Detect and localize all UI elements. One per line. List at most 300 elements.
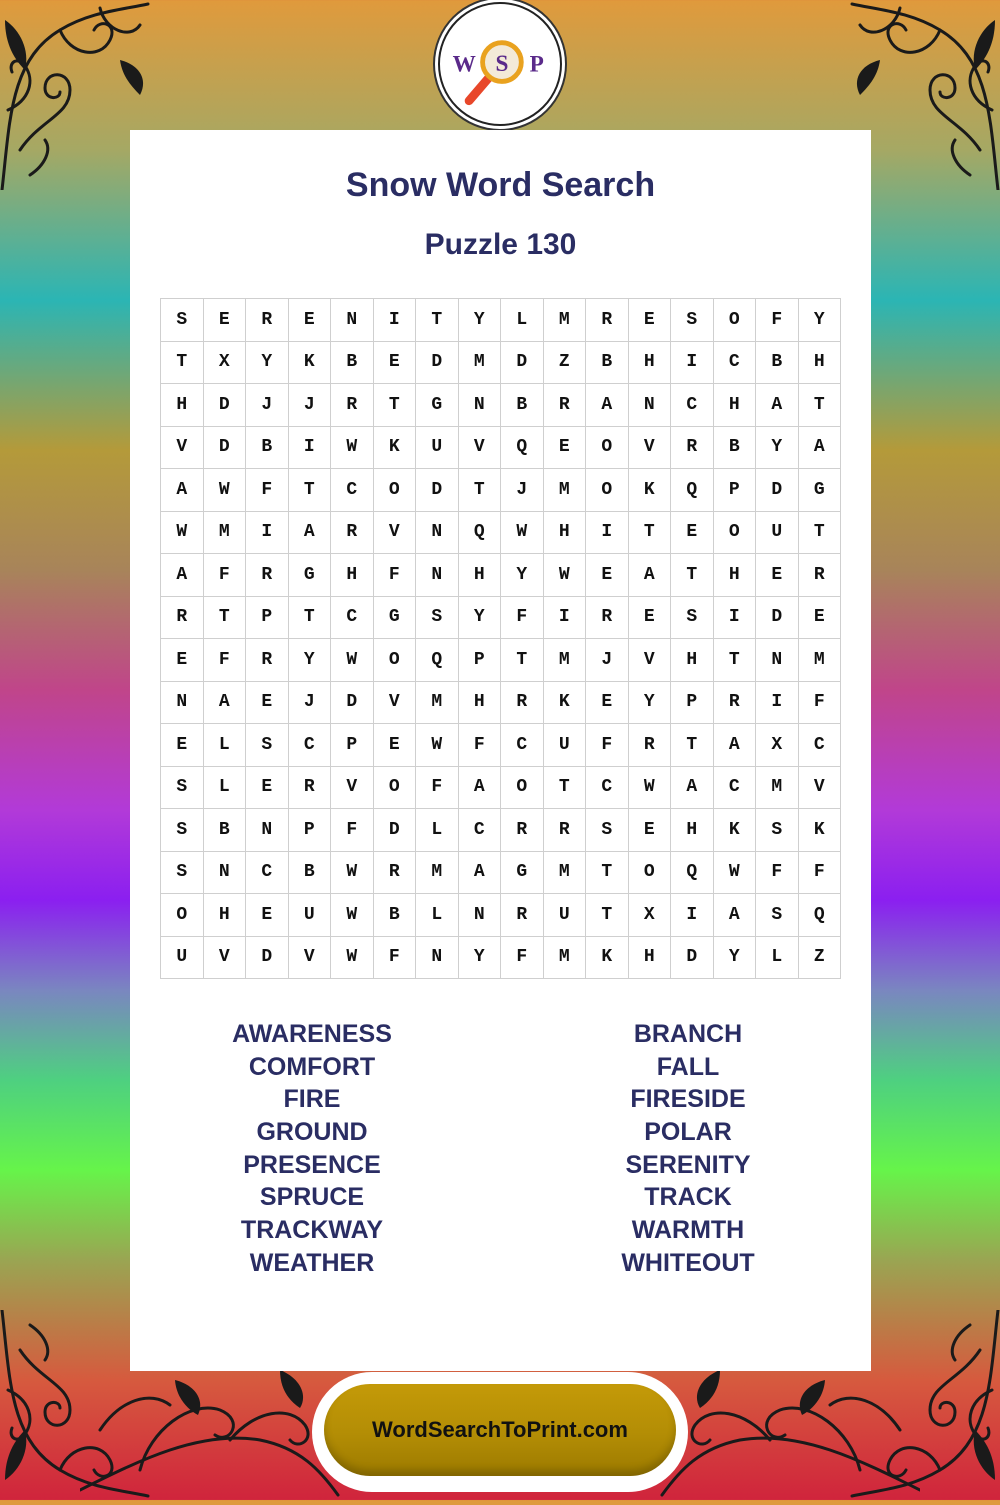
grid-cell[interactable]: Y xyxy=(458,936,501,979)
grid-row xyxy=(161,639,841,682)
grid-cell[interactable]: T xyxy=(203,596,246,639)
grid-cell[interactable]: C xyxy=(713,766,756,809)
grid-cell[interactable]: M xyxy=(543,851,586,894)
grid-cell[interactable]: T xyxy=(671,554,714,597)
grid-cell[interactable]: M xyxy=(543,936,586,979)
grid-cell[interactable]: Y xyxy=(713,936,756,979)
grid-cell[interactable]: H xyxy=(203,894,246,937)
grid-cell[interactable]: W xyxy=(331,426,374,469)
grid-cell[interactable]: A xyxy=(713,724,756,767)
grid-cell[interactable]: X xyxy=(628,894,671,937)
grid-cell[interactable]: N xyxy=(628,384,671,427)
grid-cell[interactable]: E xyxy=(161,639,204,682)
grid-cell[interactable]: V xyxy=(798,766,841,809)
grid-cell[interactable]: F xyxy=(756,851,799,894)
corner-flourish-top-left xyxy=(0,0,150,190)
grid-cell[interactable]: O xyxy=(501,766,544,809)
grid-cell[interactable]: H xyxy=(713,384,756,427)
grid-cell[interactable]: W xyxy=(331,894,374,937)
grid-cell[interactable]: Y xyxy=(756,426,799,469)
grid-cell[interactable]: R xyxy=(501,681,544,724)
word-item: WARMTH xyxy=(631,1216,745,1245)
grid-cell[interactable]: L xyxy=(756,936,799,979)
grid-cell[interactable]: H xyxy=(671,809,714,852)
grid-cell[interactable]: M xyxy=(798,639,841,682)
grid-cell[interactable]: K xyxy=(798,809,841,852)
grid-cell[interactable]: P xyxy=(458,639,501,682)
grid-cell[interactable]: C xyxy=(458,809,501,852)
grid-row xyxy=(161,426,841,469)
grid-cell[interactable]: B xyxy=(501,384,544,427)
word-item: AWARENESS xyxy=(232,1020,392,1048)
grid-cell[interactable]: R xyxy=(246,299,289,342)
grid-cell[interactable]: L xyxy=(203,724,246,767)
grid-cell[interactable]: R xyxy=(246,554,289,597)
grid-cell[interactable]: E xyxy=(373,724,416,767)
grid-cell[interactable]: S xyxy=(161,766,204,809)
grid-cell[interactable]: F xyxy=(203,554,246,597)
grid-cell[interactable]: K xyxy=(373,426,416,469)
grid-cell[interactable]: F xyxy=(501,936,544,979)
grid-cell[interactable]: W xyxy=(416,724,459,767)
grid-cell[interactable]: H xyxy=(798,341,841,384)
grid-cell[interactable]: R xyxy=(501,809,544,852)
grid-cell[interactable]: F xyxy=(458,724,501,767)
grid-cell[interactable]: N xyxy=(331,299,374,342)
grid-cell[interactable]: O xyxy=(713,511,756,554)
grid-cell[interactable]: T xyxy=(543,766,586,809)
grid-cell[interactable]: R xyxy=(713,681,756,724)
grid-cell[interactable]: S xyxy=(671,596,714,639)
grid-cell[interactable]: I xyxy=(756,681,799,724)
grid-cell[interactable]: Y xyxy=(628,681,671,724)
grid-cell[interactable]: O xyxy=(586,469,629,512)
grid-cell[interactable]: E xyxy=(798,596,841,639)
word-item: WHITEOUT xyxy=(621,1248,755,1277)
grid-cell[interactable]: N xyxy=(246,809,289,852)
grid-cell[interactable]: Y xyxy=(458,299,501,342)
grid-cell[interactable]: M xyxy=(458,341,501,384)
grid-cell[interactable]: E xyxy=(628,809,671,852)
word-item: WEATHER xyxy=(249,1248,375,1277)
grid-cell[interactable]: A xyxy=(756,384,799,427)
grid-cell[interactable]: P xyxy=(671,681,714,724)
grid-cell[interactable]: G xyxy=(373,596,416,639)
word-item: SPRUCE xyxy=(259,1183,365,1212)
grid-cell[interactable]: O xyxy=(713,299,756,342)
grid-cell[interactable]: T xyxy=(416,299,459,342)
grid-cell[interactable]: H xyxy=(161,384,204,427)
grid-cell[interactable]: T xyxy=(458,469,501,512)
grid-cell[interactable]: R xyxy=(543,809,586,852)
logo-letter-s: S xyxy=(495,50,509,77)
grid-cell[interactable]: V xyxy=(628,639,671,682)
grid-cell[interactable]: U xyxy=(543,894,586,937)
grid-cell[interactable]: Y xyxy=(501,554,544,597)
grid-cell[interactable]: B xyxy=(373,894,416,937)
grid-cell[interactable]: W xyxy=(203,469,246,512)
grid-cell[interactable]: F xyxy=(203,639,246,682)
grid-cell[interactable]: Q xyxy=(416,639,459,682)
grid-cell[interactable]: F xyxy=(373,554,416,597)
grid-cell[interactable]: S xyxy=(586,809,629,852)
grid-cell[interactable]: O xyxy=(373,639,416,682)
grid-cell[interactable]: N xyxy=(458,384,501,427)
grid-cell[interactable]: E xyxy=(586,681,629,724)
grid-cell[interactable]: V xyxy=(161,426,204,469)
grid-cell[interactable]: G xyxy=(288,554,331,597)
word-item: FIRESIDE xyxy=(630,1085,746,1114)
corner-flourish-top-right xyxy=(850,0,1000,190)
grid-cell[interactable]: T xyxy=(288,469,331,512)
logo-letter-p: P xyxy=(529,51,544,78)
grid-cell[interactable]: A xyxy=(161,469,204,512)
grid-cell[interactable]: A xyxy=(671,766,714,809)
grid-cell[interactable]: M xyxy=(416,851,459,894)
grid-cell[interactable]: O xyxy=(373,469,416,512)
word-item: GROUND xyxy=(256,1118,368,1147)
grid-cell[interactable]: C xyxy=(671,384,714,427)
grid-cell[interactable]: B xyxy=(203,809,246,852)
grid-cell[interactable]: Q xyxy=(458,511,501,554)
grid-cell[interactable]: U xyxy=(543,724,586,767)
grid-cell[interactable]: S xyxy=(671,299,714,342)
grid-cell[interactable]: T xyxy=(713,639,756,682)
grid-cell[interactable]: Y xyxy=(246,341,289,384)
grid-cell[interactable]: E xyxy=(671,511,714,554)
grid-cell[interactable]: W xyxy=(331,936,374,979)
grid-row xyxy=(161,469,841,512)
grid-cell[interactable]: I xyxy=(288,426,331,469)
grid-cell[interactable]: L xyxy=(416,894,459,937)
grid-cell[interactable]: I xyxy=(671,894,714,937)
grid-cell[interactable]: D xyxy=(331,681,374,724)
grid-cell[interactable]: P xyxy=(713,469,756,512)
grid-cell[interactable]: V xyxy=(458,426,501,469)
grid-cell[interactable]: H xyxy=(543,511,586,554)
word-item: BRANCH xyxy=(633,1020,743,1048)
letter-grid xyxy=(160,298,841,979)
grid-cell[interactable]: U xyxy=(288,894,331,937)
word-item: TRACKWAY xyxy=(240,1216,384,1245)
grid-cell[interactable]: B xyxy=(331,341,374,384)
grid-row xyxy=(161,766,841,809)
grid-cell[interactable]: O xyxy=(161,894,204,937)
grid-cell[interactable]: D xyxy=(671,936,714,979)
grid-cell[interactable]: R xyxy=(501,894,544,937)
grid-cell[interactable]: C xyxy=(501,724,544,767)
grid-cell[interactable]: I xyxy=(713,596,756,639)
grid-cell[interactable]: R xyxy=(373,851,416,894)
grid-cell[interactable]: S xyxy=(756,894,799,937)
grid-cell[interactable]: E xyxy=(543,426,586,469)
grid-cell[interactable]: Y xyxy=(458,596,501,639)
grid-row xyxy=(161,596,841,639)
grid-cell[interactable]: J xyxy=(501,469,544,512)
grid-cell[interactable]: R xyxy=(586,596,629,639)
grid-cell[interactable]: I xyxy=(586,511,629,554)
grid-cell[interactable]: L xyxy=(203,766,246,809)
grid-cell[interactable]: S xyxy=(161,299,204,342)
grid-cell[interactable]: T xyxy=(586,851,629,894)
flourish-icon xyxy=(0,0,150,190)
grid-cell[interactable]: H xyxy=(713,554,756,597)
grid-cell[interactable]: N xyxy=(458,894,501,937)
grid-cell[interactable]: D xyxy=(203,384,246,427)
grid-cell[interactable]: I xyxy=(246,511,289,554)
grid-cell[interactable]: D xyxy=(756,469,799,512)
grid-cell[interactable]: R xyxy=(246,639,289,682)
grid-cell[interactable]: W xyxy=(501,511,544,554)
grid-cell[interactable]: S xyxy=(246,724,289,767)
puzzle-subtitle: Puzzle 130 xyxy=(424,228,577,261)
grid-cell[interactable]: U xyxy=(161,936,204,979)
grid-cell[interactable]: N xyxy=(756,639,799,682)
grid-cell[interactable]: E xyxy=(246,894,289,937)
word-item: FIRE xyxy=(283,1085,341,1114)
grid-cell[interactable]: A xyxy=(628,554,671,597)
grid-cell[interactable]: A xyxy=(798,426,841,469)
grid-cell[interactable]: H xyxy=(458,554,501,597)
grid-cell[interactable]: T xyxy=(373,384,416,427)
grid-cell[interactable]: A xyxy=(161,554,204,597)
grid-cell[interactable]: E xyxy=(161,724,204,767)
grid-cell[interactable]: C xyxy=(246,851,289,894)
grid-cell[interactable]: F xyxy=(331,809,374,852)
grid-cell[interactable]: F xyxy=(756,299,799,342)
grid-cell[interactable]: W xyxy=(161,511,204,554)
grid-row xyxy=(161,851,841,894)
grid-cell[interactable]: V xyxy=(628,426,671,469)
grid-cell[interactable]: Z xyxy=(543,341,586,384)
grid-cell[interactable]: D xyxy=(416,341,459,384)
grid-cell[interactable]: E xyxy=(288,299,331,342)
grid-cell[interactable]: C xyxy=(288,724,331,767)
grid-cell[interactable]: D xyxy=(373,809,416,852)
grid-cell[interactable]: G xyxy=(798,469,841,512)
grid-cell[interactable]: E xyxy=(246,766,289,809)
grid-cell[interactable]: M xyxy=(416,681,459,724)
grid-cell[interactable]: U xyxy=(756,511,799,554)
grid-cell[interactable]: L xyxy=(501,299,544,342)
grid-cell[interactable]: F xyxy=(373,936,416,979)
grid-cell[interactable]: J xyxy=(246,384,289,427)
grid-cell[interactable]: W xyxy=(628,766,671,809)
grid-cell[interactable]: A xyxy=(713,894,756,937)
grid-cell[interactable]: E xyxy=(756,554,799,597)
grid-cell[interactable]: T xyxy=(798,384,841,427)
grid-cell[interactable]: T xyxy=(161,341,204,384)
grid-cell[interactable]: S xyxy=(161,809,204,852)
grid-cell[interactable]: Q xyxy=(501,426,544,469)
grid-cell[interactable]: M xyxy=(543,299,586,342)
grid-cell[interactable]: H xyxy=(671,639,714,682)
word-item: SERENITY xyxy=(625,1150,751,1179)
grid-cell[interactable]: W xyxy=(543,554,586,597)
word-item: PRESENCE xyxy=(243,1150,381,1179)
grid-cell[interactable]: C xyxy=(713,341,756,384)
grid-cell[interactable]: C xyxy=(331,469,374,512)
grid-cell[interactable]: P xyxy=(246,596,289,639)
grid-cell[interactable]: F xyxy=(246,469,289,512)
grid-row xyxy=(161,724,841,767)
grid-cell[interactable]: Q xyxy=(798,894,841,937)
grid-cell[interactable]: T xyxy=(798,511,841,554)
site-link[interactable]: WordSearchToPrint.com xyxy=(324,1384,676,1476)
grid-row xyxy=(161,936,841,979)
grid-cell[interactable]: E xyxy=(586,554,629,597)
grid-cell[interactable]: B xyxy=(756,341,799,384)
grid-cell[interactable]: I xyxy=(373,299,416,342)
grid-cell[interactable]: T xyxy=(586,894,629,937)
grid-cell[interactable]: X xyxy=(203,341,246,384)
grid-cell[interactable]: A xyxy=(458,766,501,809)
grid-cell[interactable]: D xyxy=(416,469,459,512)
puzzle-title: Snow Word Search xyxy=(345,166,656,204)
word-list-right xyxy=(538,1018,838,1280)
grid-cell[interactable]: H xyxy=(331,554,374,597)
grid-cell[interactable]: C xyxy=(586,766,629,809)
grid-cell[interactable]: R xyxy=(671,426,714,469)
word-item: TRACK xyxy=(644,1183,732,1212)
grid-cell[interactable]: U xyxy=(416,426,459,469)
grid-row xyxy=(161,681,841,724)
grid-cell[interactable]: N xyxy=(203,851,246,894)
grid-cell[interactable]: V xyxy=(373,511,416,554)
grid-cell[interactable]: J xyxy=(288,681,331,724)
grid-cell[interactable]: X xyxy=(756,724,799,767)
grid-cell[interactable]: M xyxy=(543,469,586,512)
grid-cell[interactable]: J xyxy=(586,639,629,682)
grid-cell[interactable]: F xyxy=(501,596,544,639)
grid-cell[interactable]: E xyxy=(203,299,246,342)
grid-cell[interactable]: T xyxy=(671,724,714,767)
grid-cell[interactable]: F xyxy=(586,724,629,767)
grid-cell[interactable]: S xyxy=(756,809,799,852)
grid-cell[interactable]: O xyxy=(586,426,629,469)
grid-cell[interactable]: N xyxy=(416,554,459,597)
grid-cell[interactable]: B xyxy=(288,851,331,894)
footer-badge xyxy=(312,1372,688,1492)
grid-cell[interactable]: H xyxy=(628,341,671,384)
grid-cell[interactable]: C xyxy=(798,724,841,767)
grid-cell[interactable]: V xyxy=(288,936,331,979)
grid-cell[interactable]: G xyxy=(501,851,544,894)
grid-cell[interactable]: A xyxy=(288,511,331,554)
grid-cell[interactable]: S xyxy=(161,851,204,894)
grid-cell[interactable]: T xyxy=(288,596,331,639)
grid-cell[interactable]: T xyxy=(628,511,671,554)
grid-cell[interactable]: A xyxy=(586,384,629,427)
grid-cell[interactable]: R xyxy=(288,766,331,809)
logo-letter-w: W xyxy=(452,51,476,78)
grid-cell[interactable]: M xyxy=(203,511,246,554)
grid-cell[interactable]: D xyxy=(501,341,544,384)
grid-cell[interactable]: B xyxy=(586,341,629,384)
grid-cell[interactable]: Z xyxy=(798,936,841,979)
grid-cell[interactable]: Y xyxy=(288,639,331,682)
grid-cell[interactable]: N xyxy=(416,511,459,554)
word-item: COMFORT xyxy=(248,1052,376,1081)
grid-cell[interactable]: V xyxy=(331,766,374,809)
grid-cell[interactable]: F xyxy=(416,766,459,809)
grid-cell[interactable]: D xyxy=(756,596,799,639)
grid-cell[interactable]: L xyxy=(416,809,459,852)
grid-cell[interactable]: V xyxy=(373,681,416,724)
grid-cell[interactable]: Y xyxy=(798,299,841,342)
grid-cell[interactable]: C xyxy=(331,596,374,639)
grid-cell[interactable]: P xyxy=(331,724,374,767)
grid-cell[interactable]: F xyxy=(798,681,841,724)
grid-cell[interactable]: M xyxy=(756,766,799,809)
grid-cell[interactable]: B xyxy=(246,426,289,469)
grid-cell[interactable]: Q xyxy=(671,851,714,894)
grid-cell[interactable]: J xyxy=(288,384,331,427)
grid-cell[interactable]: S xyxy=(416,596,459,639)
grid-cell[interactable]: M xyxy=(543,639,586,682)
grid-cell[interactable]: F xyxy=(798,851,841,894)
grid-cell[interactable]: R xyxy=(586,299,629,342)
grid-cell[interactable]: E xyxy=(373,341,416,384)
grid-cell[interactable]: K xyxy=(628,469,671,512)
grid-cell[interactable]: K xyxy=(288,341,331,384)
grid-cell[interactable]: N xyxy=(161,681,204,724)
grid-cell[interactable]: I xyxy=(543,596,586,639)
grid-cell[interactable]: A xyxy=(458,851,501,894)
grid-cell[interactable]: K xyxy=(586,936,629,979)
grid-cell[interactable]: H xyxy=(458,681,501,724)
grid-cell[interactable]: R xyxy=(161,596,204,639)
grid-cell[interactable]: W xyxy=(331,639,374,682)
grid-cell[interactable]: Q xyxy=(671,469,714,512)
grid-cell[interactable]: R xyxy=(628,724,671,767)
grid-row xyxy=(161,299,841,342)
wsp-logo xyxy=(438,2,562,126)
word-list-left xyxy=(162,1018,462,1280)
grid-cell[interactable]: D xyxy=(246,936,289,979)
grid-cell[interactable]: R xyxy=(543,384,586,427)
word-item: POLAR xyxy=(644,1118,732,1147)
grid-cell[interactable]: B xyxy=(713,426,756,469)
grid-cell[interactable]: E xyxy=(628,299,671,342)
grid-cell[interactable]: K xyxy=(713,809,756,852)
grid-cell[interactable]: D xyxy=(203,426,246,469)
grid-row xyxy=(161,894,841,937)
grid-cell[interactable]: H xyxy=(628,936,671,979)
grid-cell[interactable]: R xyxy=(331,384,374,427)
grid-cell[interactable]: R xyxy=(331,511,374,554)
grid-cell[interactable]: K xyxy=(543,681,586,724)
grid-cell[interactable]: W xyxy=(331,851,374,894)
grid-cell[interactable]: E xyxy=(628,596,671,639)
grid-cell[interactable]: W xyxy=(713,851,756,894)
puzzle-panel xyxy=(130,130,871,1371)
grid-row xyxy=(161,384,841,427)
grid-cell[interactable]: G xyxy=(416,384,459,427)
grid-cell[interactable]: R xyxy=(798,554,841,597)
grid-cell[interactable]: O xyxy=(628,851,671,894)
grid-cell[interactable]: I xyxy=(671,341,714,384)
grid-cell[interactable]: N xyxy=(416,936,459,979)
grid-row xyxy=(161,511,841,554)
grid-cell[interactable]: O xyxy=(373,766,416,809)
grid-cell[interactable]: V xyxy=(203,936,246,979)
grid-cell[interactable]: P xyxy=(288,809,331,852)
grid-cell[interactable]: E xyxy=(246,681,289,724)
word-item: FALL xyxy=(656,1052,720,1081)
grid-cell[interactable]: T xyxy=(501,639,544,682)
grid-cell[interactable]: A xyxy=(203,681,246,724)
